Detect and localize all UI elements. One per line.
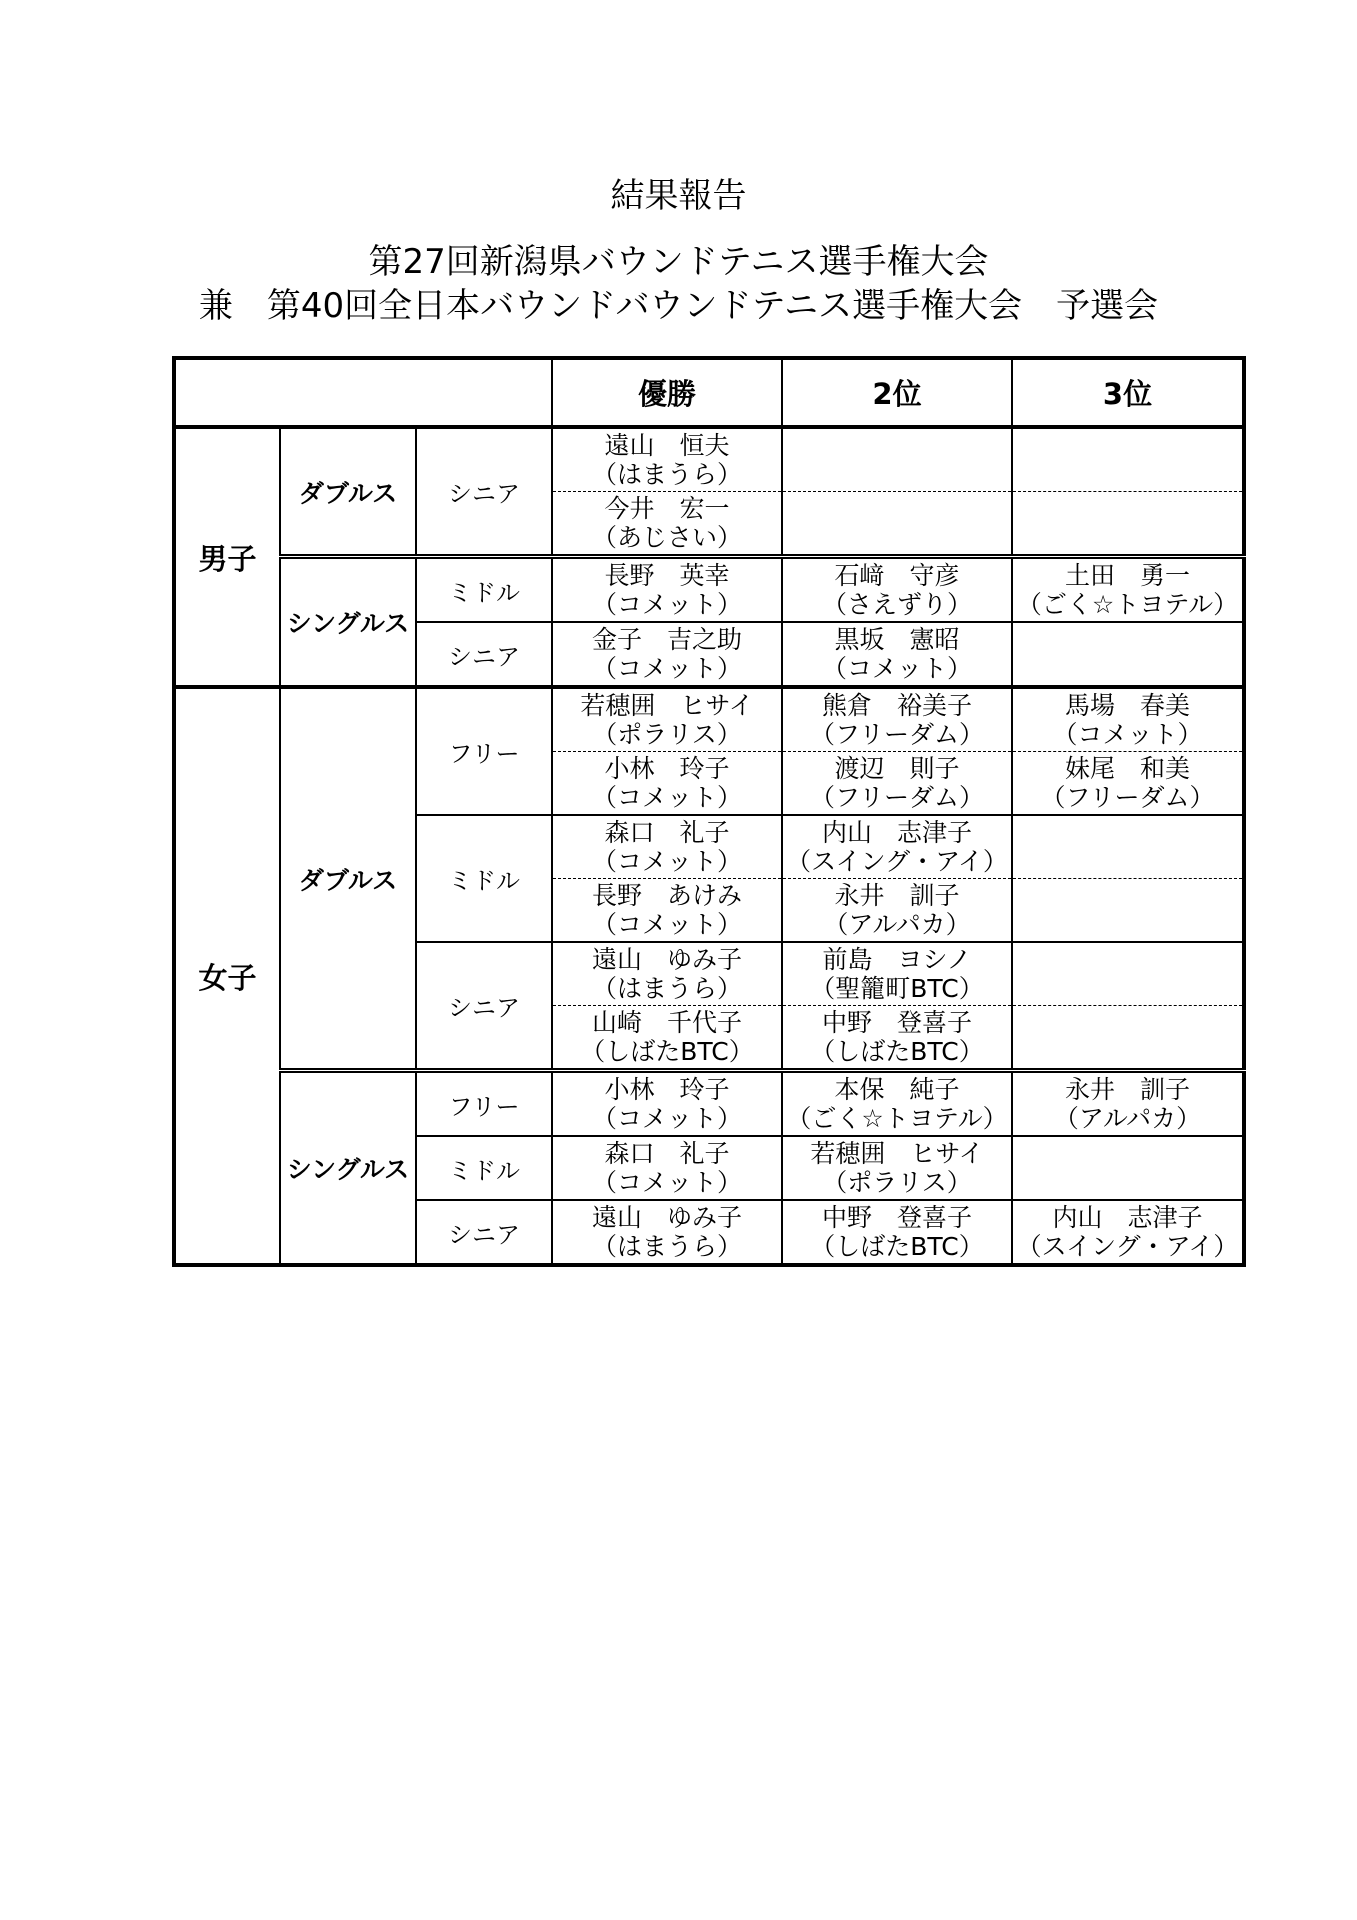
- club-name: （スイング・アイ）: [1016, 1232, 1239, 1261]
- club-name: （コメット）: [591, 783, 742, 812]
- player-name: 若穂囲 ヒサイ: [810, 1139, 984, 1168]
- result-cell: [782, 557, 1012, 623]
- player-name: 馬場 春美: [1064, 691, 1190, 720]
- event-women-doubles: ダブルス: [280, 687, 416, 1071]
- club-name: （はまうら）: [591, 1232, 742, 1261]
- player-name: 長野 あけみ: [591, 881, 742, 910]
- result-cell: [552, 1136, 782, 1200]
- header-row: [174, 358, 1244, 427]
- club-name: （ごく☆トヨテル）: [786, 1104, 1008, 1133]
- club-name: （さえずり）: [821, 590, 972, 619]
- result-cell: [552, 1071, 782, 1137]
- player-name: 渡辺 則子: [834, 754, 960, 783]
- club-name: （はまうら）: [591, 974, 742, 1003]
- category-women-doubles-senior: シニア: [416, 942, 552, 1071]
- table-row: [174, 1071, 1244, 1137]
- player-name: 黒坂 憲昭: [834, 625, 960, 654]
- table-row: [174, 687, 1244, 752]
- result-cell: [782, 942, 1012, 1006]
- result-cell: [1012, 879, 1244, 943]
- result-cell: [552, 557, 782, 623]
- player-name: 永井 訓子: [1064, 1075, 1190, 1104]
- club-name: （あじさい）: [591, 523, 742, 552]
- result-cell: [1012, 687, 1244, 752]
- result-cell: [782, 1006, 1012, 1071]
- gender-women: 女子: [174, 687, 280, 1265]
- player-name: 今井 宏一: [604, 494, 730, 523]
- results-table: [172, 356, 1246, 1267]
- player-name: 中野 登喜子: [821, 1203, 972, 1232]
- club-name: （ポラリス）: [592, 720, 742, 749]
- result-cell: [782, 815, 1012, 879]
- club-name: （コメット）: [821, 654, 972, 683]
- player-name: 金子 吉之助: [591, 625, 742, 654]
- tournament-title: 第27回新潟県バウンドテニス選手権大会: [368, 242, 989, 282]
- category-women-singles-free: フリー: [416, 1071, 552, 1137]
- category-women-singles-middle: ミドル: [416, 1136, 552, 1200]
- table-row: [174, 557, 1244, 623]
- club-name: （コメット）: [591, 847, 742, 876]
- result-cell: [552, 752, 782, 816]
- report-title: 結果報告: [610, 176, 747, 216]
- result-cell: [552, 492, 782, 557]
- club-name: （スイング・アイ）: [786, 847, 1008, 876]
- club-name: （コメット）: [1052, 720, 1203, 749]
- club-name: （ポラリス）: [822, 1168, 972, 1197]
- player-name: 本保 純子: [834, 1075, 960, 1104]
- club-name: （フリーダム）: [809, 783, 984, 812]
- header-first: 優勝: [552, 358, 782, 427]
- player-name: 内山 志津子: [1052, 1203, 1203, 1232]
- result-cell: [552, 427, 782, 492]
- result-cell: [782, 622, 1012, 687]
- player-name: 遠山 ゆみ子: [591, 945, 742, 974]
- category-women-singles-senior: シニア: [416, 1200, 552, 1265]
- club-name: （コメット）: [591, 1104, 742, 1133]
- club-name: （コメット）: [591, 590, 742, 619]
- result-cell: [552, 815, 782, 879]
- result-cell: [782, 492, 1012, 557]
- player-name: 妹尾 和美: [1064, 754, 1190, 783]
- club-name: （はまうら）: [591, 460, 742, 489]
- player-name: 小林 玲子: [604, 754, 730, 783]
- gender-men: 男子: [174, 427, 280, 687]
- club-name: （しばたBTC）: [810, 1037, 984, 1066]
- player-name: 若穂囲 ヒサイ: [580, 691, 754, 720]
- result-cell: [552, 879, 782, 943]
- club-name: （フリーダム）: [1040, 783, 1215, 812]
- result-cell: [1012, 622, 1244, 687]
- player-name: 遠山 ゆみ子: [591, 1203, 742, 1232]
- club-name: （コメット）: [591, 1168, 742, 1197]
- event-men-singles: シングルス: [280, 557, 416, 688]
- category-men-singles-senior: シニア: [416, 622, 552, 687]
- result-cell: [782, 427, 1012, 492]
- result-cell: [552, 1200, 782, 1265]
- result-cell: [1012, 752, 1244, 816]
- table-row: [174, 427, 1244, 492]
- event-men-doubles: ダブルス: [280, 427, 416, 557]
- category-men-singles-middle: ミドル: [416, 557, 552, 623]
- result-cell: [1012, 1136, 1244, 1200]
- club-name: （ごく☆トヨテル）: [1016, 590, 1239, 619]
- result-cell: [552, 687, 782, 752]
- result-cell: [782, 752, 1012, 816]
- club-name: （コメット）: [591, 654, 742, 683]
- player-name: 永井 訓子: [834, 881, 960, 910]
- result-cell: [1012, 1200, 1244, 1265]
- category-women-doubles-free: フリー: [416, 687, 552, 815]
- club-name: （しばたBTC）: [810, 1232, 984, 1261]
- club-name: （コメット）: [591, 910, 742, 939]
- player-name: 石﨑 守彦: [834, 561, 960, 590]
- player-name: 山崎 千代子: [591, 1008, 742, 1037]
- header-third: 3位: [1012, 358, 1244, 427]
- result-cell: [782, 687, 1012, 752]
- result-cell: [552, 942, 782, 1006]
- result-cell: [782, 1200, 1012, 1265]
- result-cell: [782, 1136, 1012, 1200]
- player-name: 内山 志津子: [821, 818, 972, 847]
- result-cell: [1012, 427, 1244, 492]
- player-name: 土田 勇一: [1064, 561, 1190, 590]
- category-men-doubles-senior: シニア: [416, 427, 552, 557]
- result-cell: [1012, 815, 1244, 879]
- player-name: 熊倉 裕美子: [821, 691, 972, 720]
- player-name: 森口 礼子: [604, 1139, 730, 1168]
- player-name: 遠山 恒夫: [604, 431, 730, 460]
- club-name: （聖籠町BTC）: [810, 974, 984, 1003]
- club-name: （アルパカ）: [1053, 1104, 1202, 1133]
- result-cell: [1012, 1071, 1244, 1137]
- club-name: （しばたBTC）: [580, 1037, 754, 1066]
- category-women-doubles-middle: ミドル: [416, 815, 552, 942]
- club-name: （フリーダム）: [809, 720, 984, 749]
- result-cell: [1012, 492, 1244, 557]
- header-blank: [174, 358, 552, 427]
- result-cell: [782, 1071, 1012, 1137]
- player-name: 森口 礼子: [604, 818, 730, 847]
- result-cell: [552, 1006, 782, 1071]
- club-name: （アルパカ）: [823, 910, 971, 939]
- event-women-singles: シングルス: [280, 1071, 416, 1266]
- header-second: 2位: [782, 358, 1012, 427]
- result-cell: [1012, 942, 1244, 1006]
- result-cell: [1012, 1006, 1244, 1071]
- player-name: 長野 英幸: [604, 561, 730, 590]
- player-name: 前島 ヨシノ: [822, 945, 972, 974]
- result-cell: [1012, 557, 1244, 623]
- player-name: 小林 玲子: [604, 1075, 730, 1104]
- qualifier-title: 兼 第40回全日本バウンドバウンドテニス選手権大会 予選会: [198, 286, 1159, 326]
- result-cell: [552, 622, 782, 687]
- result-cell: [782, 879, 1012, 943]
- player-name: 中野 登喜子: [821, 1008, 972, 1037]
